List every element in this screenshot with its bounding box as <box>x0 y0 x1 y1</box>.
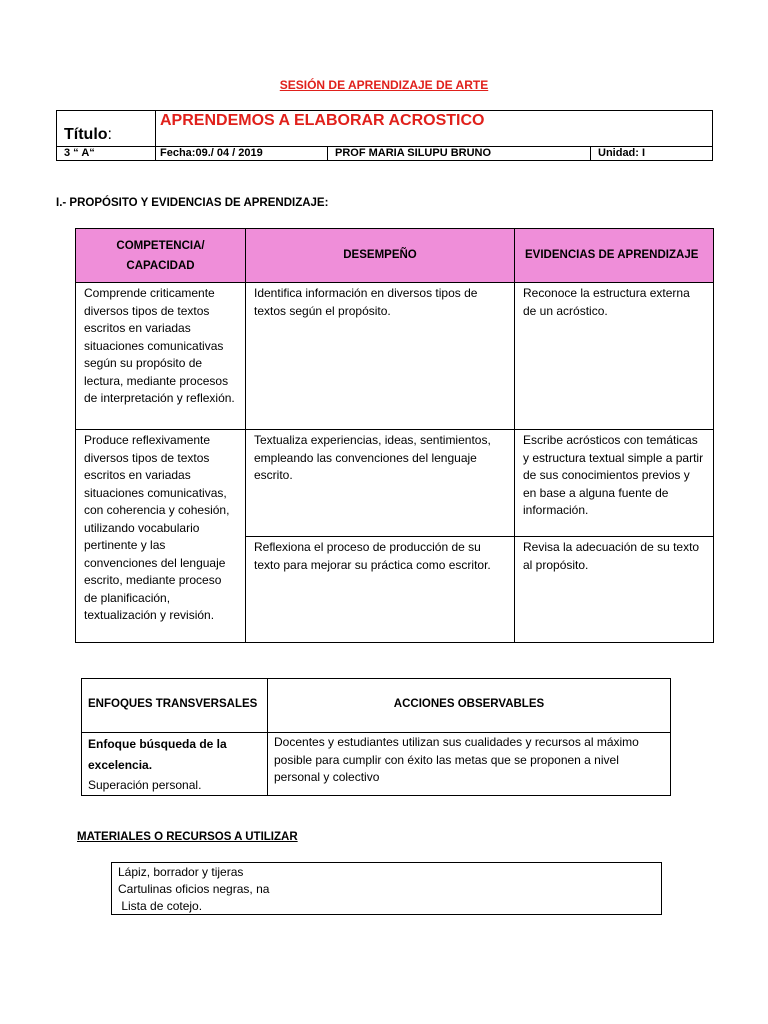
desempeno-1: Identifica información en diversos tipos de textos según el propósito. <box>246 283 515 430</box>
material-item: Lista de cotejo. <box>118 899 203 913</box>
prof-cell: PROF MARIA SILUPU BRUNO <box>328 147 591 161</box>
titulo-label: Título <box>64 126 108 143</box>
competencia-1: Comprende criticamente diversos tipos de textos escritos en variadas situaciones comunicativas según su propósito de lectura, mediante procesos de interpretación y reflexión. <box>76 283 246 430</box>
section1-title: I.- PROPÓSITO Y EVIDENCIAS DE APRENDIZAJE: <box>56 197 329 209</box>
competency-table <box>75 228 714 643</box>
titulo-cell <box>57 111 156 147</box>
enfoques-table <box>81 678 671 796</box>
material-item: Cartulinas oficios negras, na <box>118 882 270 896</box>
evidencia-2a: Escribe acrósticos con temáticas y estructura textual simple a partir de sus conocimientos previos y en base a alguna fuente de información. <box>515 430 714 537</box>
evidencia-2b: Revisa la adecuación de su texto al propósito. <box>515 537 714 643</box>
header-desempeno: DESEMPEÑO <box>246 229 515 283</box>
enfoque-cell <box>82 733 268 796</box>
desempeno-2b: Reflexiona el proceso de producción de su texto para mejorar su práctica como escritor. <box>246 537 515 643</box>
materials-title: MATERIALES O RECURSOS A UTILIZAR <box>77 831 298 843</box>
titulo-value: APRENDEMOS A ELABORAR ACROSTICO <box>156 111 713 147</box>
header-acciones: ACCIONES OBSERVABLES <box>268 679 671 733</box>
acciones-cell: Docentes y estudiantes utilizan sus cualidades y recursos al máximo posible para cumplir con éxito las metas que se proponen a nivel personal y colectivo <box>268 733 671 796</box>
enfoque-title: Enfoque búsqueda de la excelencia. <box>88 737 227 772</box>
header-competencia: COMPETENCIA/ CAPACIDAD <box>76 229 246 283</box>
titulo-colon: : <box>107 126 112 143</box>
material-item: Lápiz, borrador y tijeras <box>118 865 244 879</box>
unidad-cell: Unidad: I <box>591 147 713 161</box>
enfoque-sub: Superación personal. <box>88 778 202 792</box>
competencia-2: Produce reflexivamente diversos tipos de textos escritos en variadas situaciones comunicativas, con coherencia y cohesión, utilizando vocabulario pertinente y las convenciones del lenguaje escrito, mediante proceso de planificación, textualización y revisión. <box>76 430 246 643</box>
materials-box <box>111 862 662 915</box>
header-enfoques: ENFOQUES TRANSVERSALES <box>82 679 268 733</box>
header-table <box>56 110 713 161</box>
fecha-cell: Fecha:09./ 04 / 2019 <box>156 147 328 161</box>
grade-cell: 3 “ A“ <box>57 147 156 161</box>
session-title: SESIÓN DE APRENDIZAJE DE ARTE <box>279 78 489 92</box>
header-evidencias: EVIDENCIAS DE APRENDIZAJE <box>515 229 714 283</box>
evidencia-1: Reconoce la estructura externa de un acróstico. <box>515 283 714 430</box>
desempeno-2a: Textualiza experiencias, ideas, sentimientos, empleando las convenciones del lenguaje escrito. <box>246 430 515 537</box>
